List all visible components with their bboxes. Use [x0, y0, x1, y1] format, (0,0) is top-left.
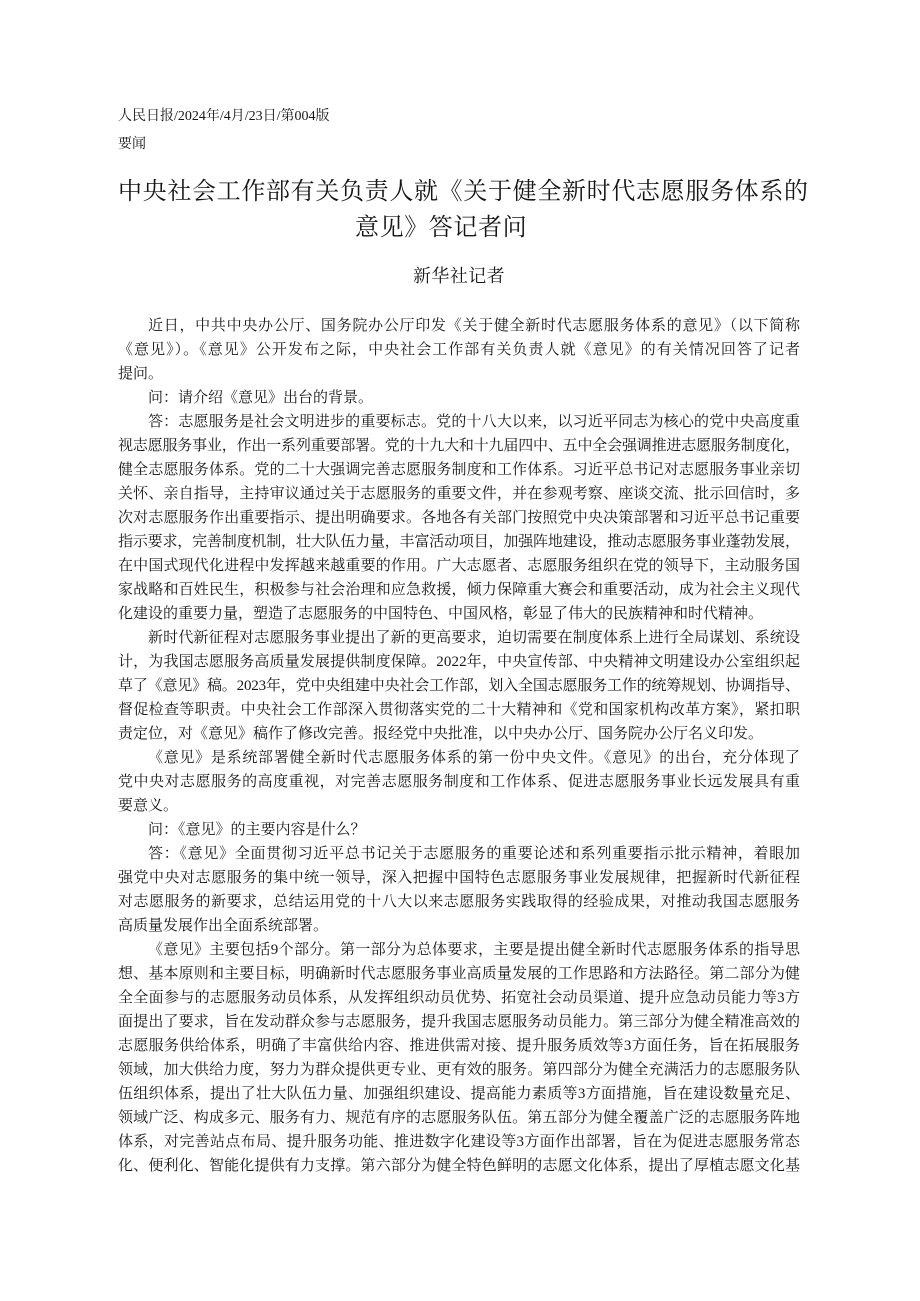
text-line: 要意义。	[118, 798, 179, 814]
text-line: 面提出了要求，旨在发动群众参与志愿服务，提升我国志愿服务动员能力。第三部分为健全精准高效的	[118, 1014, 801, 1030]
answer-2-paragraph-2	[118, 938, 800, 1178]
article-header	[118, 103, 330, 159]
text-line: 高质量发展作出全面系统部署。	[118, 918, 329, 934]
text-line: 在中国式现代化进程中发挥越来越重要的作用。广大志愿者、志愿服务组织在党的领导下，主动服务国	[118, 558, 801, 574]
text-line: 想、基本原则和主要目标，明确新时代志愿服务事业高质量发展的工作思路和方法路径。第二部分为健	[118, 966, 801, 982]
text-line: 志愿服务供给体系，明确了丰富供给内容、推进供需对接、提升服务质效等3方面任务，旨在拓展服务	[118, 1038, 801, 1054]
text-line: 伍组织体系，提出了壮大队伍力量、加强组织建设、提高能力素质等3方面措施，旨在建设数量充足、	[118, 1086, 801, 1102]
text-line: 家战略和百姓民生，积极参与社会治理和应急救援，倾力保障重大赛会和重要活动，成为社会主义现代	[118, 582, 801, 598]
article-title	[118, 174, 808, 246]
text-line: 问：《意见》的主要内容是什么？	[148, 822, 366, 838]
section-label: 要闻	[118, 137, 146, 152]
answer-1-paragraph-1	[118, 410, 800, 626]
text-line: 《意见》）。《意见》公开发布之际，中央社会工作部有关负责人就《意见》的有关情况回答了记者	[118, 342, 802, 358]
publication-source: 人民日报/2024年/4月/23日/第004版	[118, 109, 330, 124]
text-line: 强党中央对志愿服务的集中统一领导，深入把握中国特色志愿服务事业发展规律，把握新时代新征程	[118, 870, 801, 886]
text-line: 新时代新征程对志愿服务事业提出了新的更高要求，迫切需要在制度体系上进行全局谋划、系统设	[148, 630, 801, 646]
title-line: 意见》答记者问	[355, 215, 528, 241]
text-line: 责定位，对《意见》稿作了修改完善。报经党中央批准，以中央办公厅、国务院办公厅名义印发。	[118, 726, 764, 742]
byline: 新华社记者	[413, 266, 505, 286]
text-line: 化建设的重要力量，塑造了志愿服务的中国特色、中国风格，彰显了伟大的民族精神和时代精神。	[118, 606, 764, 622]
article-body	[118, 314, 800, 1178]
text-line: 领域广泛、构成多元、服务有力、规范有序的志愿服务队伍。第五部分为健全覆盖广泛的志愿服务阵地	[118, 1110, 801, 1126]
text-line: 草了《意见》稿。2023年，党中央组建中央社会工作部，划入全国志愿服务工作的统筹规划、协调指导、	[118, 678, 800, 694]
text-line: 计，为我国志愿服务高质量发展提供制度保障。2022年，中央宣传部、中央精神文明建设办公室组织起	[118, 654, 801, 670]
text-line: 对志愿服务的新要求，总结运用党的十八大以来志愿服务实践取得的经验成果，对推动我国志愿服务	[118, 894, 801, 910]
text-line: 《意见》是系统部署健全新时代志愿服务体系的第一份中央文件。《意见》的出台，充分体现了	[148, 750, 801, 766]
answer-1-paragraph-2	[118, 626, 800, 746]
answer-1-paragraph-3	[118, 746, 800, 818]
text-line: 党中央对志愿服务的高度重视，对完善志愿服务制度和工作体系、促进志愿服务事业长远发展具有重	[118, 774, 801, 790]
text-line: 领域，加大供给力度，努力为群众提供更专业、更有效的服务。第四部分为健全充满活力的志愿服务队	[118, 1062, 801, 1078]
text-line: 近日，中共中央办公厅、国务院办公厅印发《关于健全新时代志愿服务体系的意见》（以下简称	[148, 318, 801, 334]
text-line: 答：志愿服务是社会文明进步的重要标志。党的十八大以来，以习近平同志为核心的党中央高度重	[148, 414, 801, 430]
text-line: 视志愿服务事业，作出一系列重要部署。党的十九大和十九届四中、五中全会强调推进志愿服务制度化，	[118, 438, 800, 454]
text-line: 问：请介绍《意见》出台的背景。	[148, 390, 374, 406]
text-line: 指示要求，完善制度机制，壮大队伍力量，丰富活动项目，加强阵地建设，推动志愿服务事业蓬勃发展，	[118, 534, 800, 550]
question-1	[118, 386, 800, 410]
text-line: 关怀、亲自指导，主持审议通过关于志愿服务的重要文件，并在参观考察、座谈交流、批示回信时，多	[118, 486, 801, 502]
text-line: 体系，对完善站点布局、提升服务功能、推进数字化建设等3方面作出部署，旨在为促进志愿服务常态	[118, 1134, 801, 1150]
text-line: 提问。	[118, 366, 164, 382]
text-line: 《意见》主要包括9个部分。第一部分为总体要求，主要是提出健全新时代志愿服务体系的指导思	[148, 942, 801, 958]
text-line: 督促检查等职责。中央社会工作部深入贯彻落实党的二十大精神和《党和国家机构改革方案》，紧扣职	[118, 702, 801, 718]
text-line: 次对志愿服务作出重要指示、提出明确要求。各地各有关部门按照党中央决策部署和习近平总书记重要	[118, 510, 801, 526]
question-2	[118, 818, 800, 842]
text-line: 健全志愿服务体系。党的二十大强调完善志愿服务制度和工作体系。习近平总书记对志愿服务事业亲切	[118, 462, 801, 478]
intro-paragraph	[118, 314, 800, 386]
text-line: 全全面参与的志愿服务动员体系，从发挥组织动员优势、拓宽社会动员渠道、提升应急动员能力等3方	[118, 990, 801, 1006]
answer-2-paragraph-1	[118, 842, 800, 938]
title-line: 中央社会工作部有关负责人就《关于健全新时代志愿服务体系的	[118, 179, 809, 205]
text-line: 化、便利化、智能化提供有力支撑。第六部分为健全特色鲜明的志愿文化体系，提出了厚植志愿文化基	[118, 1158, 801, 1174]
text-line: 答：《意见》全面贯彻习近平总书记关于志愿服务的重要论述和系列重要指示批示精神，着眼加	[148, 846, 801, 862]
